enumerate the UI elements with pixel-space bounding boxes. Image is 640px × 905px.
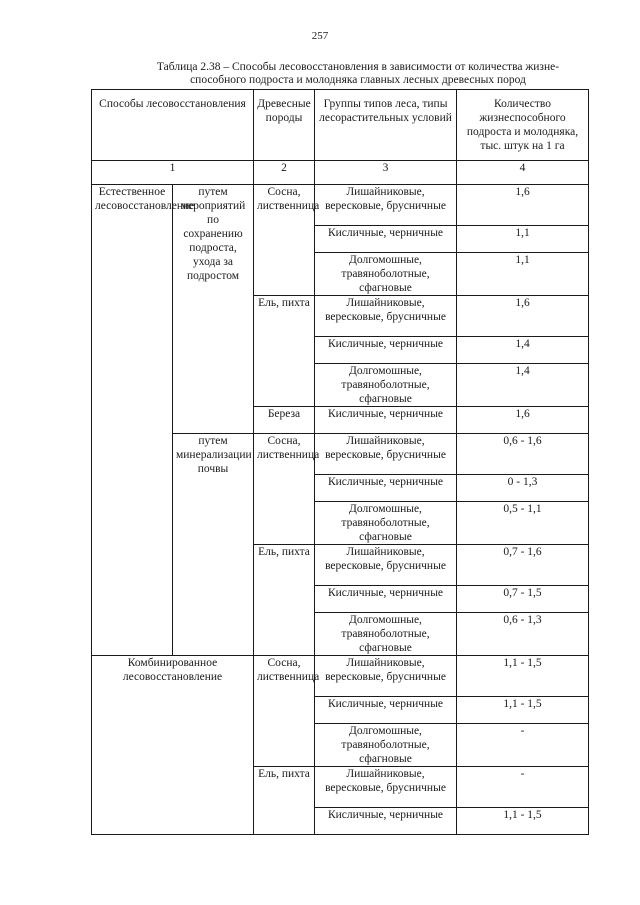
- value-cell: 0,6 - 1,3: [457, 613, 589, 656]
- column-number-row: [92, 161, 589, 185]
- species-spruce-fir: Ель, пихта: [254, 767, 315, 835]
- caption-line-2: способного подроста и молодняка главных лесных древесных пород: [190, 74, 526, 86]
- forest-type-lichen: Лишайниковые, вересковые, брусничные: [315, 545, 457, 586]
- column-number-1: 1: [92, 161, 254, 185]
- forest-type-sorrel: Кисличные, черничные: [315, 407, 457, 434]
- value-cell: -: [457, 724, 589, 767]
- value-cell: 1,6: [457, 407, 589, 434]
- forest-type-sorrel: Кисличные, черничные: [315, 337, 457, 364]
- value-cell: 1,1: [457, 226, 589, 253]
- value-cell: 0 - 1,3: [457, 475, 589, 502]
- value-cell: 1,1: [457, 253, 589, 296]
- value-cell: 1,1 - 1,5: [457, 697, 589, 724]
- forest-type-sorrel: Кисличные, черничные: [315, 475, 457, 502]
- forest-type-lichen: Лишайниковые, вересковые, брусничные: [315, 185, 457, 226]
- header-methods: Способы лесовосстановления: [92, 90, 254, 161]
- table-caption: [128, 61, 588, 87]
- forest-type-lichen: Лишайниковые, вересковые, брусничные: [315, 656, 457, 697]
- species-pine-larch: Сосна, лиственница: [254, 434, 315, 545]
- forest-type-moss: Долгомошные, травяноболотные, сфагновые: [315, 613, 457, 656]
- forest-type-lichen: Лишайниковые, вересковые, брусничные: [315, 296, 457, 337]
- value-cell: 1,4: [457, 364, 589, 407]
- species-birch: Береза: [254, 407, 315, 434]
- forest-type-sorrel: Кисличные, черничные: [315, 586, 457, 613]
- species-pine-larch: Сосна, лиственница: [254, 185, 315, 296]
- species-pine-larch: Сосна, лиственница: [254, 656, 315, 767]
- value-cell: 0,6 - 1,6: [457, 434, 589, 475]
- value-cell: 1,1 - 1,5: [457, 656, 589, 697]
- forest-type-sorrel: Кисличные, черничные: [315, 226, 457, 253]
- header-species: Древесные породы: [254, 90, 315, 161]
- value-cell: 1,1 - 1,5: [457, 808, 589, 835]
- species-spruce-fir: Ель, пихта: [254, 545, 315, 656]
- value-cell: -: [457, 767, 589, 808]
- forest-type-moss: Долгомошные, травяноболотные, сфагновые: [315, 724, 457, 767]
- forest-type-moss: Долгомошные, травяноболотные, сфагновые: [315, 364, 457, 407]
- forest-type-moss: Долгомошные, травяноболотные, сфагновые: [315, 502, 457, 545]
- value-cell: 1,4: [457, 337, 589, 364]
- table-row: [92, 656, 589, 697]
- forest-type-sorrel: Кисличные, черничные: [315, 697, 457, 724]
- value-cell: 1,6: [457, 185, 589, 226]
- natural-sub-method-2: путем минерализации почвы: [173, 434, 254, 656]
- caption-line-1: Таблица 2.38 – Способы лесовосстановления в зависимости от количества жизне-: [156, 61, 560, 73]
- group-combined: Комбинированное лесовосстановление: [92, 656, 254, 835]
- header-quantity: Количество жизнеспособного подроста и молодняка, тыс. штук на 1 га: [457, 90, 589, 161]
- group-natural: Естественное лесовосстановление: [92, 185, 173, 656]
- forest-type-sorrel: Кисличные, черничные: [315, 808, 457, 835]
- reforestation-table: [91, 89, 589, 835]
- value-cell: 0,7 - 1,6: [457, 545, 589, 586]
- header-forest-types: Группы типов леса, типы лесорастительных условий: [315, 90, 457, 161]
- column-number-3: 3: [315, 161, 457, 185]
- value-cell: 0,5 - 1,1: [457, 502, 589, 545]
- forest-type-moss: Долгомошные, травяноболотные, сфагновые: [315, 253, 457, 296]
- table-row: [92, 185, 589, 226]
- column-number-2: 2: [254, 161, 315, 185]
- header-row: [92, 90, 589, 161]
- species-spruce-fir: Ель, пихта: [254, 296, 315, 407]
- value-cell: 0,7 - 1,5: [457, 586, 589, 613]
- page-number: 257: [311, 30, 329, 42]
- value-cell: 1,6: [457, 296, 589, 337]
- natural-sub-method-1: путем мероприятий по сохранению подроста, ухода за подростом: [173, 185, 254, 434]
- column-number-4: 4: [457, 161, 589, 185]
- forest-type-lichen: Лишайниковые, вересковые, брусничные: [315, 434, 457, 475]
- forest-type-lichen: Лишайниковые, вересковые, брусничные: [315, 767, 457, 808]
